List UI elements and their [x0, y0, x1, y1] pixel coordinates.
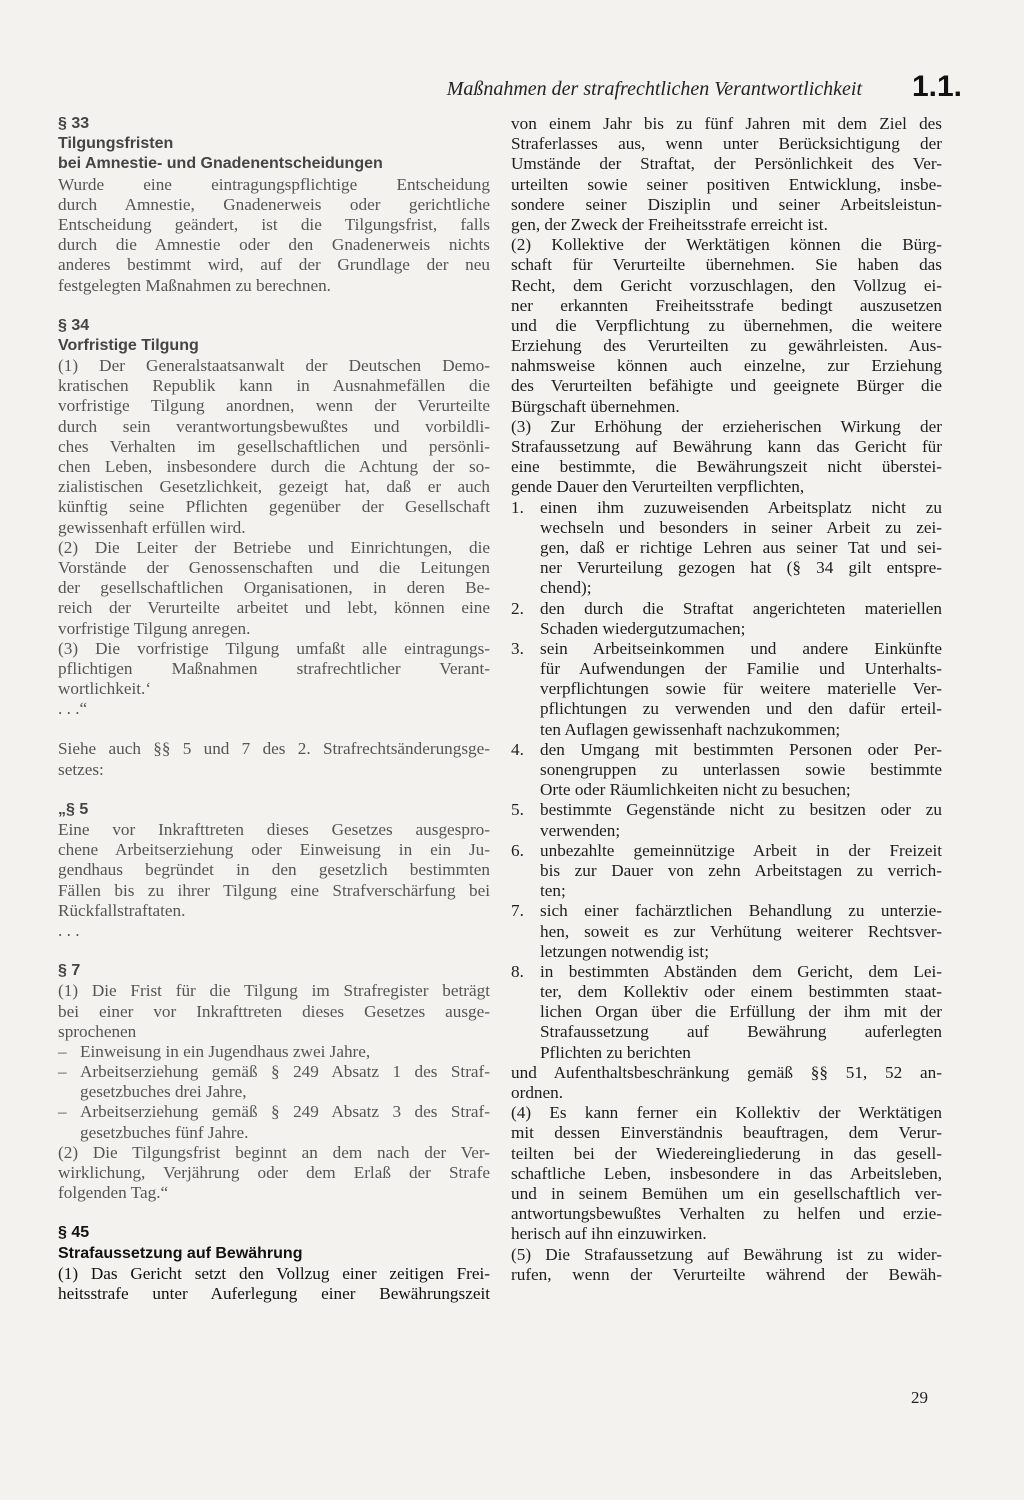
- text-line: durch sein verantwortungsbewußtes und vorbildli-: [58, 416, 490, 436]
- list-text: [540, 962, 942, 1063]
- text-line: (2) Kollektive der Werktätigen können die Bürg-: [511, 235, 942, 255]
- text-line: (1) Das Gericht setzt den Vollzug einer zeitigen Frei-: [58, 1263, 490, 1283]
- text-line: heitsstrafe unter Auferlegung einer Bewährungszeit: [58, 1283, 490, 1303]
- text-line: zialistischen Gesetzlichkeit, gezeigt hat, daß er auch: [58, 477, 490, 497]
- text-line: des Verurteilten befähigte und geeignete Bürger die: [511, 376, 942, 396]
- list-number: 8.: [511, 961, 524, 981]
- text-line: gesetzbuches drei Jahre,: [80, 1082, 247, 1102]
- list-text: [540, 599, 942, 639]
- text-line: gen, der Zweck der Freiheitsstrafe erreicht ist.: [511, 214, 828, 234]
- text-line: der gesellschaftlichen Organisationen, in deren Be-: [58, 578, 490, 598]
- dash-mark: –: [58, 1041, 67, 1061]
- text-line: Fällen bis zu ihrer Tilgung eine Strafverschärfung bei: [58, 880, 490, 900]
- text-line: herisch auf ihn einzuwirken.: [511, 1224, 707, 1244]
- text-line: Eine vor Inkrafttreten dieses Gesetzes ausgespro-: [58, 820, 490, 839]
- text-line: Erziehung des Verurteilten zu gewährleisten. Aus-: [511, 336, 942, 356]
- list-item: [511, 800, 942, 840]
- text-line: antwortungsbewußtes Verhalten zu helfen und erzie-: [511, 1204, 942, 1224]
- text-line: Bürgschaft übernehmen.: [511, 396, 680, 416]
- text-line: Einweisung in ein Jugendhaus zwei Jahre,: [80, 1041, 371, 1061]
- dash-item: [58, 1102, 490, 1142]
- text-line: sondere seiner Disziplin und seiner Arbeitsleistun-: [511, 194, 942, 214]
- text-line: gewissenhaft erfüllen wird.: [58, 517, 246, 537]
- text-line: lichen Organ über die Erfüllung der ihm mit der: [540, 1002, 942, 1022]
- text-line: und in seinem Bemühen um ein gesellschaftlich ver-: [511, 1183, 942, 1203]
- text-line: sonengruppen zu unterlassen sowie bestimmte: [540, 760, 942, 779]
- text-line: vorfristige Tilgung anregen.: [58, 618, 251, 638]
- text-line: hen, soweit es zur Verhütung weiterer Rechtsver-: [540, 921, 942, 941]
- paragraph-number: § 33: [58, 115, 90, 132]
- text-line: teilten bei der Wiedereingliederung in das gesell-: [511, 1143, 942, 1163]
- text-line: letzungen notwendig ist;: [540, 941, 709, 961]
- spacer: [58, 296, 490, 316]
- text-line: für Aufwendungen der Familie und Unterhalts-: [540, 659, 942, 679]
- text-line: ches Verhalten im gesellschaftlichen und persönli-: [58, 436, 490, 456]
- list-number: 4.: [511, 739, 524, 759]
- text-line: sein Arbeitseinkommen und andere Einkünfte: [540, 638, 942, 658]
- text-line: bis zur Dauer von zehn Arbeitstagen zu verrich-: [540, 860, 942, 880]
- text-line: chend);: [540, 578, 592, 598]
- text-line: rufen, wenn der Verurteilte während der Bewäh-: [511, 1264, 942, 1284]
- dash-text: [80, 1062, 490, 1102]
- paragraph-45: [58, 1223, 490, 1304]
- text-line: ten Auflagen gewissenhaft nachzukommen;: [540, 719, 841, 739]
- text-line: Wurde eine eintragungspflichtige Entscheidung: [58, 174, 490, 194]
- text-line: ten;: [540, 881, 566, 901]
- text-line: Entscheidung geändert, ist die Tilgungsfrist, falls: [58, 214, 490, 234]
- text-line: pflichtigen Maßnahmen strafrechtlicher Verant-: [58, 658, 490, 678]
- text-line: (1) Die Frist für die Tilgung im Strafregister beträgt: [58, 981, 490, 1001]
- text-line: Rückfallstraftaten.: [58, 900, 186, 920]
- text-line: (3) Die vorfristige Tilgung umfaßt alle eintragungs-: [58, 638, 490, 658]
- text-line: (4) Es kann ferner ein Kollektiv der Werktätigen: [511, 1103, 942, 1123]
- text-line: Recht, dem Gericht vorzuschlagen, den Vollzug ei-: [511, 275, 942, 295]
- text-line: Arbeitserziehung gemäß § 249 Absatz 3 des Straf-: [80, 1102, 490, 1122]
- list-item: [511, 901, 942, 962]
- list-number: 2.: [511, 598, 524, 618]
- text-line: chene Arbeitserziehung oder Einweisung in ein Ju-: [58, 840, 490, 860]
- text-line: (2) Die Tilgungsfrist beginnt an dem nach der Ver-: [58, 1142, 490, 1162]
- text-line: bestimmte Gegenstände nicht zu besitzen oder zu: [540, 800, 942, 820]
- text-line: Straferlasses aus, wenn unter Berücksichtigung der: [511, 134, 942, 154]
- running-header: [440, 70, 970, 110]
- text-line: wechseln und besonders in seiner Arbeit zu zei-: [540, 517, 942, 537]
- dash-text: [80, 1042, 490, 1062]
- text-line: bei einer vor Inkrafttreten dieses Gesetzes ausge-: [58, 1001, 490, 1021]
- text-line: folgenden Tag.“: [58, 1183, 169, 1203]
- list-text: [540, 740, 942, 801]
- text-line: vorfristige Tilgung anordnen, wenn der Verurteilte: [58, 396, 490, 416]
- text-line: nahmsweise können auch einzelne, zur Erziehung: [511, 356, 942, 376]
- dash-text: [80, 1102, 490, 1142]
- paragraph-title: Strafaussetzung auf Bewährung: [58, 1244, 303, 1262]
- text-line: . . .“: [58, 699, 88, 719]
- text-line: Strafaussetzung auf Bewährung auferlegten: [540, 1022, 942, 1042]
- list-text: [540, 841, 942, 902]
- text-line: wirklichung, Verjährung oder dem Erlaß der Strafe: [58, 1163, 490, 1183]
- text-line: sprochenen: [58, 1021, 137, 1041]
- list-number: 3.: [511, 638, 524, 658]
- text-line: Strafaussetzung auf Bewährung kann das Gericht für: [511, 437, 942, 456]
- list-text: [540, 800, 942, 840]
- text-line: von einem Jahr bis zu fünf Jahren mit dem Ziel des: [511, 114, 942, 133]
- list-item: [511, 962, 942, 1063]
- text-line: Vorstände der Genossenschaften und die Leitungen: [58, 557, 490, 577]
- page-number: 29: [911, 1388, 928, 1407]
- text-line: gende Dauer den Verurteilten verpflichten,: [511, 477, 805, 497]
- spacer: [58, 1203, 490, 1223]
- paragraph-number: § 7: [58, 962, 81, 980]
- text-line: Pflichten zu berichten: [540, 1042, 691, 1062]
- text-line: unbezahlte gemeinnützige Arbeit in der Freizeit: [540, 840, 942, 860]
- dash-item: [58, 1062, 490, 1102]
- text-line: den durch die Straftat angerichteten materiellen: [540, 598, 942, 618]
- right-column: [511, 114, 942, 1285]
- left-column: [58, 114, 490, 1304]
- spacer: [58, 719, 490, 739]
- text-line: ner erkannten Freiheitsstrafe bedingt auszusetzen: [511, 295, 942, 315]
- text-line: reich der Verurteilte arbeitet und lebt, können eine: [58, 598, 490, 618]
- paragraph-number: „§ 5: [58, 800, 89, 818]
- text-line: verwenden;: [540, 820, 621, 840]
- text-line: gesetzbuches fünf Jahre.: [80, 1122, 249, 1142]
- text-line: ner Verurteilung gezogen hat (§ 34 gilt entspre-: [540, 558, 942, 578]
- text-line: Siehe auch §§ 5 und 7 des 2. Strafrechtsänderungsge-: [58, 739, 490, 759]
- dash-item: [58, 1042, 490, 1062]
- text-line: Arbeitserziehung gemäß § 249 Absatz 1 des Straf-: [80, 1062, 490, 1082]
- text-line: schaftliche Leben, insbesondere in das Arbeitsleben,: [511, 1163, 942, 1183]
- list-item: [511, 841, 942, 902]
- list-number: 5.: [511, 800, 524, 820]
- spacer: [58, 941, 490, 961]
- list-item: [511, 498, 942, 599]
- paragraph-number: § 34: [58, 316, 90, 334]
- text-line: verpflichtungen sowie für weitere materielle Ver-: [540, 679, 942, 699]
- text-line: pflichtungen zu verwenden und den dafür erteil-: [540, 699, 942, 719]
- text-line: (5) Die Strafaussetzung auf Bewährung ist zu wider-: [511, 1244, 942, 1264]
- text-line: schaft für Verurteilte übernehmen. Sie haben das: [511, 255, 942, 275]
- paragraph-title: Tilgungsfristen: [58, 135, 174, 153]
- text-line: in bestimmten Abständen dem Gericht, dem Lei-: [540, 961, 942, 981]
- text-line: (2) Die Leiter der Betriebe und Einrichtungen, die: [58, 537, 490, 557]
- list-text: [540, 639, 942, 740]
- section-number: 1.1.: [911, 70, 962, 103]
- text-line: (1) Der Generalstaatsanwalt der Deutschen Demo-: [58, 356, 490, 376]
- list-text: [540, 901, 942, 962]
- list-item: [511, 740, 942, 801]
- running-header-title: Maßnahmen der strafrechtlichen Verantwortlichkeit: [446, 78, 862, 100]
- text-line: Orte oder Räumlichkeiten nicht zu besuchen;: [540, 780, 851, 800]
- paragraph-title: Vorfristige Tilgung: [58, 336, 199, 354]
- list-item: [511, 599, 942, 639]
- text-line: mit dessen Einverständnis beauftragen, dem Verur-: [511, 1123, 942, 1143]
- text-line: und Aufenthaltsbeschränkung gemäß §§ 51, 52 an-: [511, 1062, 942, 1082]
- text-line: . . .: [58, 920, 80, 940]
- list-number: 1.: [511, 497, 524, 517]
- text-line: den Umgang mit bestimmten Personen oder Per-: [540, 739, 942, 759]
- dash-mark: –: [58, 1102, 67, 1122]
- text-line: Schaden wiedergutzumachen;: [540, 618, 746, 638]
- text-line: durch die Amnestie oder den Gnadenerweis nichts: [58, 235, 490, 255]
- text-line: gendhaus begründet in den gesetzlich bestimmten: [58, 860, 490, 880]
- dash-mark: –: [58, 1062, 67, 1082]
- text-line: festgelegten Maßnahmen zu berechnen.: [58, 275, 331, 295]
- list-number: 6.: [511, 840, 524, 860]
- list-text: [540, 498, 942, 599]
- text-line: durch Amnestie, Gnadenerweis oder gerichtliche: [58, 194, 490, 214]
- list-number: 7.: [511, 901, 524, 921]
- text-line: gen, daß er richtige Lehren aus seiner Tat und sei-: [540, 537, 942, 557]
- text-line: wortlichkeit.‘: [58, 679, 152, 699]
- text-line: (3) Zur Erhöhung der erzieherischen Wirkung der: [511, 416, 942, 436]
- paragraph-number: § 45: [58, 1224, 90, 1242]
- paragraph-title: bei Amnestie- und Gnadenentscheidungen: [58, 155, 383, 173]
- text-line: chen Leben, insbesondere durch die Achtung der so-: [58, 457, 490, 476]
- text-line: kratischen Republik kann in Ausnahmefällen die: [58, 376, 490, 396]
- text-line: ter, dem Kollektiv oder einem bestimmten staat-: [540, 982, 942, 1002]
- spacer: [58, 780, 490, 800]
- text-line: und die Verpflichtung zu übernehmen, die weitere: [511, 315, 942, 335]
- text-line: urteilten sowie seiner positiven Entwicklung, insbe-: [511, 174, 942, 194]
- text-line: setzes:: [58, 759, 104, 779]
- text-line: sich einer fachärztlichen Behandlung zu unterzie-: [540, 901, 942, 921]
- text-line: anderes bestimmt wird, auf der Grundlage der neu: [58, 255, 490, 275]
- text-line: Umstände der Straftat, der Persönlichkeit des Ver-: [511, 154, 942, 174]
- text-line: künftig seine Pflichten gegenüber der Gesellschaft: [58, 497, 490, 517]
- text-line: einen ihm zuzuweisenden Arbeitsplatz nicht zu: [540, 497, 942, 517]
- text-line: ordnen.: [511, 1083, 564, 1102]
- list-item: [511, 639, 942, 740]
- text-line: eine bestimmte, die Bewährungszeit nicht überstei-: [511, 457, 942, 477]
